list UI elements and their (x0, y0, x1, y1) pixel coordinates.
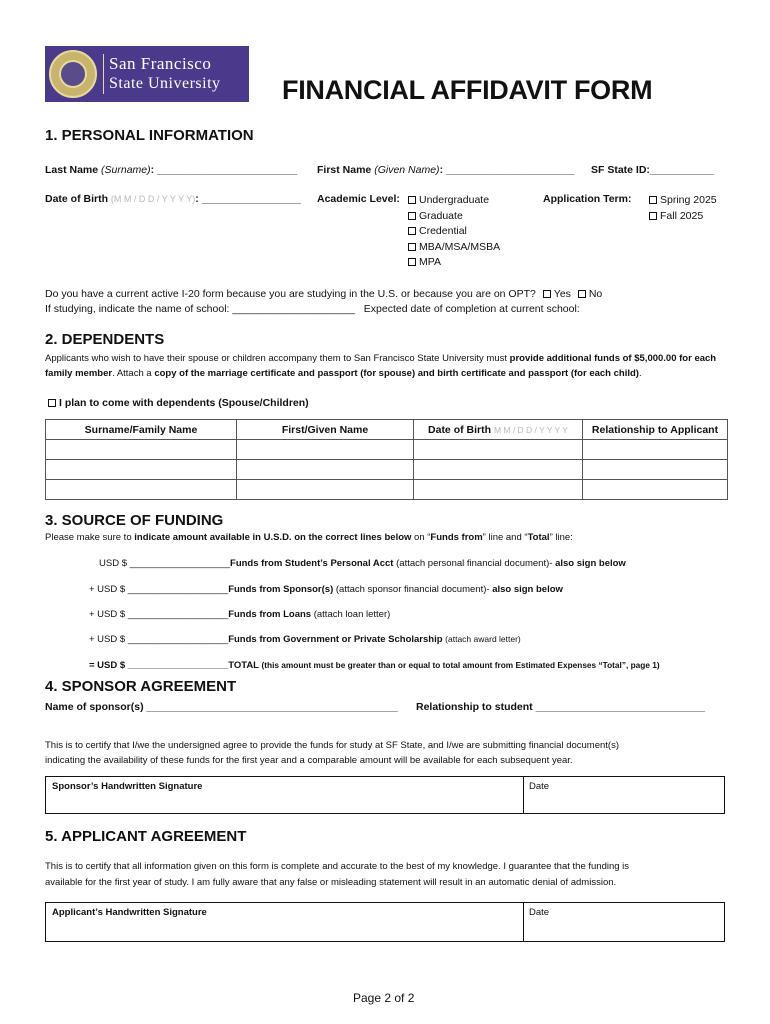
current-school-line[interactable]: If studying, indicate the name of school: _____________________ Expected date of completion at current school: (45, 303, 580, 315)
funding-line-loans[interactable]: + USD $ ___________________Funds from Loans (attach loan letter) (89, 609, 391, 620)
section-heading-applicant: 5. APPLICANT AGREEMENT (45, 828, 247, 845)
academic-level-label: Academic Level: (317, 193, 400, 205)
table-header: Date of Birth M M / D D / Y Y Y Y (414, 420, 583, 440)
last-name-field[interactable]: Last Name (Surname): ________________________ (45, 164, 298, 176)
sponsor-name-field[interactable]: Name of sponsor(s) ___________________________________________ (45, 701, 398, 713)
section-heading-personal-info: 1. PERSONAL INFORMATION (45, 127, 254, 144)
academic-level-option[interactable]: Undergraduate (408, 193, 500, 209)
sponsor-signature-field[interactable]: Sponsor’s Handwritten Signature (46, 777, 524, 813)
page-number: Page 2 of 2 (353, 991, 415, 1005)
section-heading-dependents: 2. DEPENDENTS (45, 331, 165, 348)
date-of-birth-field[interactable]: Date of Birth (M M / D D / Y Y Y Y): _________________ (45, 193, 301, 205)
table-row (46, 440, 728, 460)
table-cell[interactable] (414, 440, 583, 460)
dependents-checkbox[interactable]: I plan to come with dependents (Spouse/Children) (48, 397, 309, 409)
i20-question: Do you have a current active I-20 form because you are studying in the U.S. or because you are on OPT? Yes No (45, 288, 603, 300)
funding-instructions: Please make sure to indicate amount available in U.S.D. on the correct lines below on “Funds from” line and “Total” line: (45, 532, 573, 543)
table-cell[interactable] (414, 460, 583, 480)
application-term-label: Application Term: (543, 193, 632, 205)
applicant-signature-field[interactable]: Applicant’s Handwritten Signature (46, 903, 524, 941)
table-cell[interactable] (237, 480, 414, 500)
table-header: First/Given Name (237, 420, 414, 440)
table-cell[interactable] (46, 460, 237, 480)
i20-no-option[interactable]: No (578, 288, 602, 300)
table-cell[interactable] (46, 440, 237, 460)
table-cell[interactable] (414, 480, 583, 500)
academic-level-option[interactable]: Credential (408, 224, 500, 240)
sponsor-relationship-field[interactable]: Relationship to student _____________________________ (416, 701, 705, 713)
checkbox-icon[interactable] (408, 258, 416, 266)
table-row (46, 480, 728, 500)
table-cell[interactable] (583, 440, 728, 460)
table-cell[interactable] (237, 440, 414, 460)
table-header: Surname/Family Name (46, 420, 237, 440)
sponsor-signature-box (45, 776, 725, 814)
applicant-signature-box (45, 902, 725, 942)
table-header-row (46, 420, 728, 440)
funding-line-sponsor[interactable]: + USD $ ___________________Funds from Sponsor(s) (attach sponsor financial document)- also sign below (89, 584, 563, 595)
dependents-table (45, 419, 728, 500)
checkbox-icon[interactable] (48, 399, 56, 407)
page-title: FINANCIAL AFFIDAVIT FORM (282, 75, 653, 105)
table-cell[interactable] (583, 480, 728, 500)
table-cell[interactable] (46, 480, 237, 500)
table-header: Relationship to Applicant (583, 420, 728, 440)
sf-state-id-field[interactable]: SF State ID:___________ (591, 164, 715, 176)
sfsu-logo (45, 46, 249, 102)
dependents-instructions: Applicants who wish to have their spouse or children accompany them to San Francisco State University must provide additional funds of $5,000.00 for each family member. Attach a copy of the marriage certificate and passport (for spouse) and birth certificate and passport (for each child). (45, 353, 717, 379)
logo-line-1: San Francisco (109, 54, 212, 73)
term-option[interactable]: Spring 2025 (649, 193, 717, 209)
applicant-certification: This is to certify that all information given on this form is complete and accurate to the best of my knowledge. I guarantee that the funding is available for the first year of study. I am fully aware that any false or misleading statement will result in an automatic denial of admission. (45, 861, 630, 888)
application-term-options (649, 193, 717, 224)
table-cell[interactable] (583, 460, 728, 480)
applicant-date-field[interactable]: Date (529, 907, 550, 918)
logo-line-2: State University (109, 75, 221, 92)
table-row (46, 460, 728, 480)
checkbox-icon[interactable] (408, 212, 416, 220)
checkbox-icon[interactable] (543, 290, 551, 298)
sponsor-date-field[interactable]: Date (529, 781, 550, 792)
funding-line-scholarship[interactable]: + USD $ ___________________Funds from Government or Private Scholarship (attach award letter) (89, 634, 521, 645)
checkbox-icon[interactable] (408, 196, 416, 204)
checkbox-icon[interactable] (649, 196, 657, 204)
academic-level-option[interactable]: Graduate (408, 209, 500, 225)
first-name-field[interactable]: First Name (Given Name): ______________________ (317, 164, 575, 176)
academic-level-options (408, 193, 500, 271)
sponsor-certification: This is to certify that I/we the undersigned agree to provide the funds for study at SF State, and I/we are submitting financial document(s) indicating the availability of these funds for the first year and a comparable amount will be available for each subsequent year. (45, 740, 619, 766)
table-cell[interactable] (237, 460, 414, 480)
section-heading-funding: 3. SOURCE OF FUNDING (45, 512, 224, 529)
university-seal-icon (49, 50, 97, 98)
checkbox-icon[interactable] (408, 243, 416, 251)
checkbox-icon[interactable] (408, 227, 416, 235)
funding-line-personal[interactable]: USD $ ___________________Funds from Student’s Personal Acct (attach personal financial document)- also sign below (99, 558, 626, 569)
section-heading-sponsor: 4. SPONSOR AGREEMENT (45, 678, 237, 695)
academic-level-option[interactable]: MPA (408, 255, 500, 271)
term-option[interactable]: Fall 2025 (649, 209, 717, 225)
checkbox-icon[interactable] (578, 290, 586, 298)
i20-yes-option[interactable]: Yes (543, 288, 571, 300)
academic-level-option[interactable]: MBA/MSA/MSBA (408, 240, 500, 256)
checkbox-icon[interactable] (649, 212, 657, 220)
funding-line-total[interactable]: = USD $ ___________________TOTAL (this amount must be greater than or equal to total amount from Estimated Expenses “Total”, page 1) (89, 660, 660, 671)
